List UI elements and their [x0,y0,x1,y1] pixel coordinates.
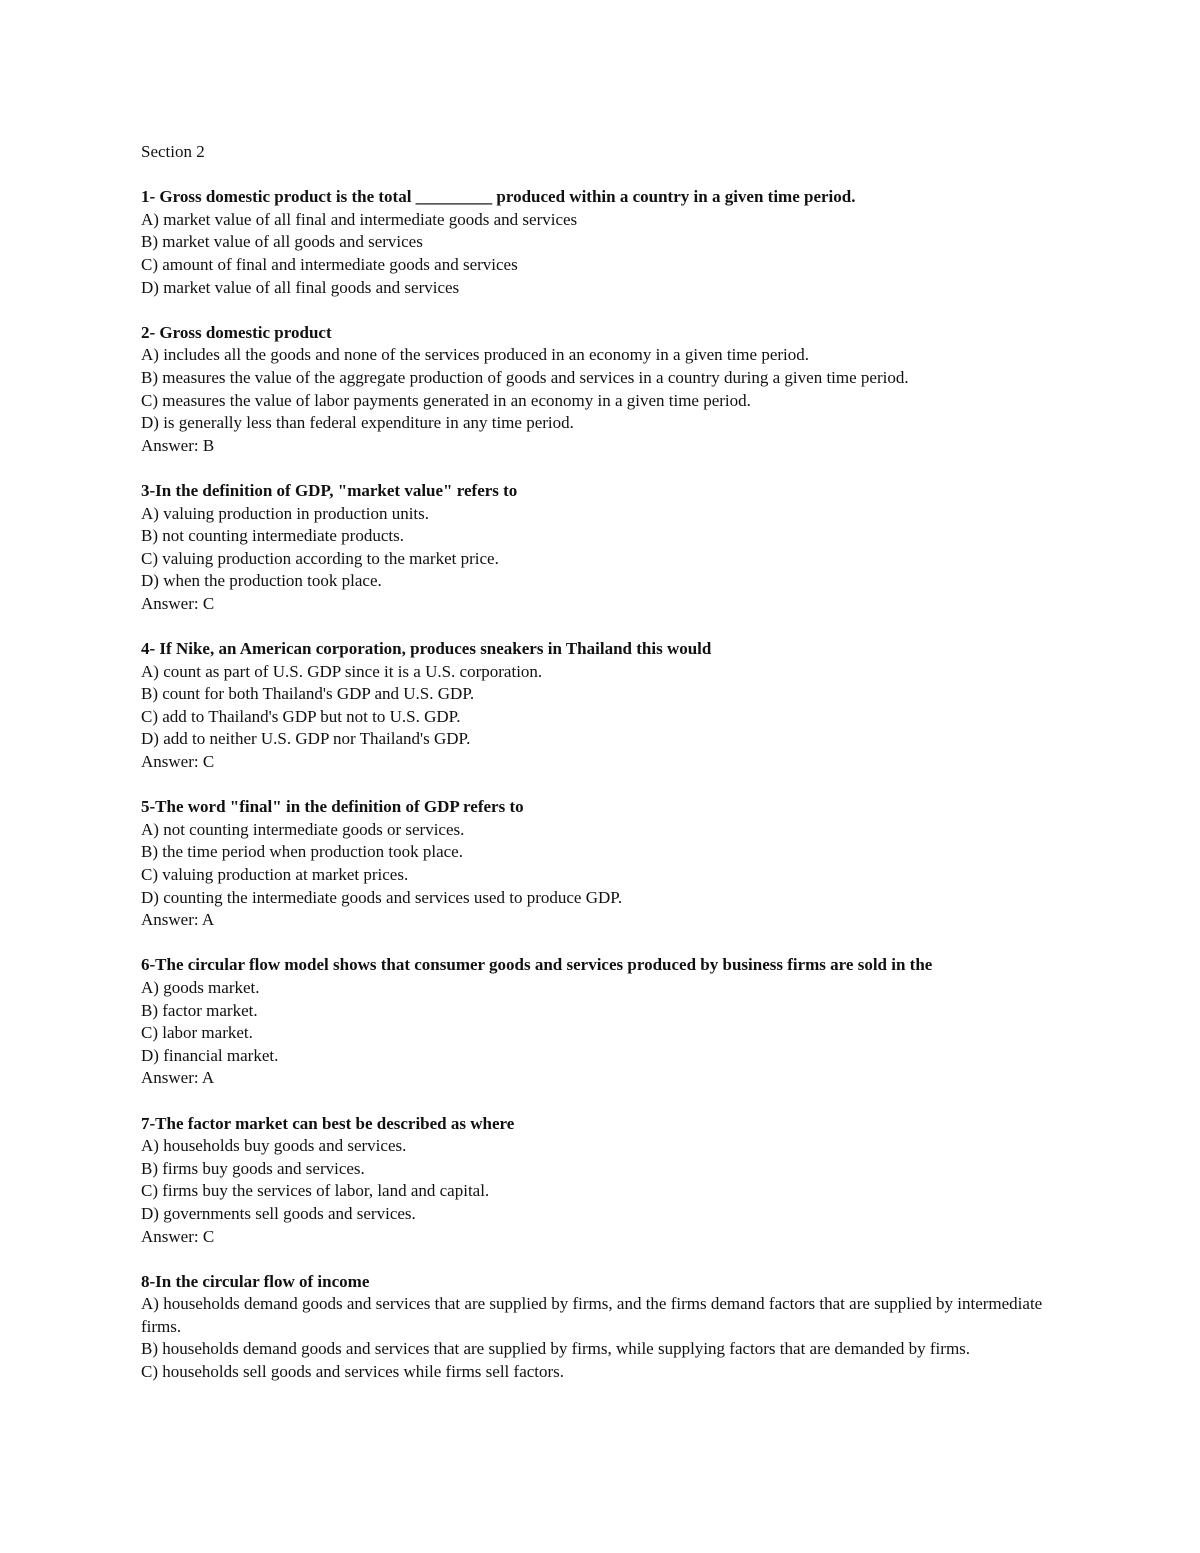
question-text: 6-The circular flow model shows that consumer goods and services produced by business firms are sold in the [141,955,933,975]
option-d: D) financial market. [141,1045,279,1065]
option-d: D) counting the intermediate goods and services used to produce GDP. [141,887,623,907]
option-b: B) firms buy goods and services. [141,1158,365,1178]
option-a: A) valuing production in production units. [141,503,430,523]
question-text: 3-In the definition of GDP, "market value" refers to [141,480,518,500]
option-c: C) labor market. [141,1023,253,1043]
option-c: C) households sell goods and services while firms sell factors. [141,1362,565,1382]
option-a: A) count as part of U.S. GDP since it is a U.S. corporation. [141,661,543,681]
question-5 [141,796,1071,932]
option-c: C) valuing production according to the market price. [141,548,499,568]
question-6 [141,954,1071,1090]
question-1 [141,186,1071,299]
question-3 [141,480,1071,616]
answer-line: Answer: C [141,752,215,772]
question-2 [141,322,1071,458]
question-text: 4- If Nike, an American corporation, produces sneakers in Thailand this would [141,639,712,659]
option-d: D) market value of all final goods and services [141,277,460,297]
option-b: B) factor market. [141,1000,258,1020]
option-a: A) not counting intermediate goods or services. [141,819,465,839]
document-page [141,141,1071,1406]
option-a: A) includes all the goods and none of the services produced in an economy in a given time period. [141,345,810,365]
question-text: 8-In the circular flow of income [141,1271,370,1291]
answer-line: Answer: A [141,910,215,930]
question-4 [141,638,1071,774]
section-title: Section 2 [141,142,205,161]
question-text: 5-The word "final" in the definition of GDP refers to [141,797,524,817]
answer-line: Answer: B [141,435,215,455]
question-text: 2- Gross domestic product [141,322,332,342]
answer-line: Answer: C [141,1226,215,1246]
option-c: C) measures the value of labor payments generated in an economy in a given time period. [141,390,751,410]
option-b: B) count for both Thailand's GDP and U.S. GDP. [141,684,475,704]
answer-line: Answer: A [141,1068,215,1088]
option-c: C) add to Thailand's GDP but not to U.S. GDP. [141,706,461,726]
option-b: B) not counting intermediate products. [141,526,404,546]
option-b: B) market value of all goods and services [141,232,423,252]
option-b: B) measures the value of the aggregate production of goods and services in a country during a given time period. [141,367,909,387]
option-a: A) households demand goods and services that are supplied by firms, and the firms demand factors that are supplied by intermediate firms. [141,1294,1043,1336]
option-d: D) add to neither U.S. GDP nor Thailand's GDP. [141,729,471,749]
option-c: C) amount of final and intermediate goods and services [141,254,518,274]
option-c: C) valuing production at market prices. [141,865,409,884]
answer-line: Answer: C [141,593,215,613]
option-a: A) households buy goods and services. [141,1136,407,1156]
option-a: A) goods market. [141,977,260,997]
option-a: A) market value of all final and intermediate goods and services [141,209,578,229]
option-b: B) households demand goods and services that are supplied by firms, while supplying factors that are demanded by firms. [141,1339,971,1359]
option-c: C) firms buy the services of labor, land and capital. [141,1181,490,1201]
option-b: B) the time period when production took place. [141,842,463,862]
option-d: D) is generally less than federal expenditure in any time period. [141,413,574,433]
option-d: D) when the production took place. [141,571,382,591]
question-8 [141,1271,1071,1384]
question-text: 7-The factor market can best be described as where [141,1113,515,1133]
question-text: 1- Gross domestic product is the total _________ produced within a country in a given time period. [141,187,856,207]
question-7 [141,1113,1071,1249]
option-d: D) governments sell goods and services. [141,1203,416,1223]
